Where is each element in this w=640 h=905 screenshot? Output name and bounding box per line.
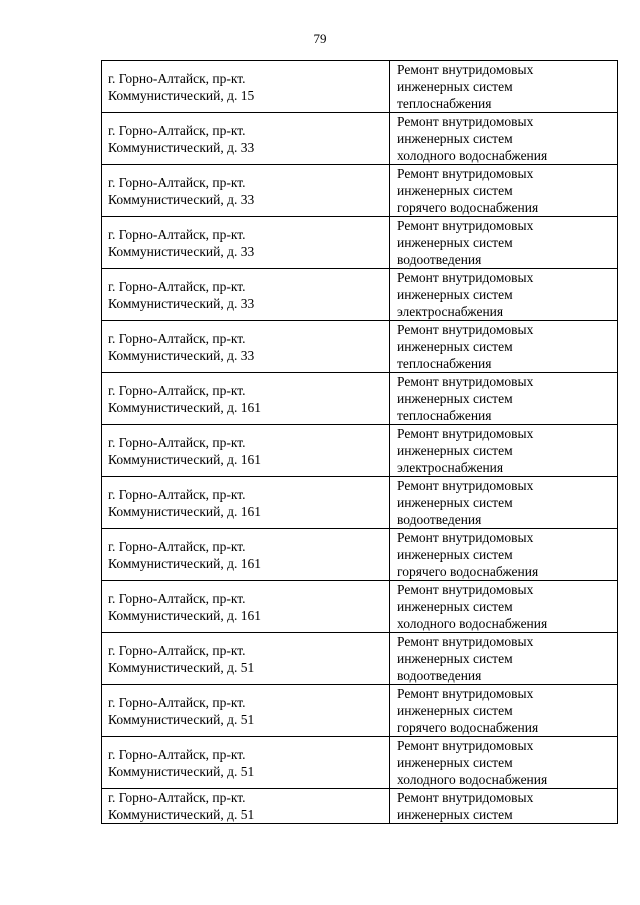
address-cell: [102, 61, 390, 113]
work-type-cell: [390, 633, 618, 685]
address-line: Коммунистический, д. 161: [108, 399, 261, 415]
work-type-line: горячего водоснабжения: [397, 200, 539, 215]
address-line: г. Горно-Алтайск, пр-кт.: [108, 330, 246, 346]
work-type-cell: [390, 61, 618, 113]
table-row: [102, 633, 618, 685]
work-type-cell: [390, 373, 618, 425]
address-cell: [102, 789, 390, 824]
work-type-line: горячего водоснабжения: [397, 564, 539, 579]
table-row: [102, 321, 618, 373]
table-row: [102, 425, 618, 477]
work-type-cell: [390, 425, 618, 477]
work-type-cell: [390, 581, 618, 633]
work-type-line: инженерных систем: [397, 755, 513, 770]
work-type-line: Ремонт внутридомовых: [397, 114, 534, 129]
work-type-line: инженерных систем: [397, 339, 513, 354]
work-type-line: теплоснабжения: [397, 356, 492, 371]
page-number: 79: [313, 31, 327, 46]
address-line: Коммунистический, д. 33: [108, 191, 255, 207]
work-type-line: инженерных систем: [397, 599, 513, 614]
work-type-cell: [390, 685, 618, 737]
table-row: [102, 217, 618, 269]
address-line: г. Горно-Алтайск, пр-кт.: [108, 70, 246, 86]
table-row: [102, 165, 618, 217]
work-type-line: Ремонт внутридомовых: [397, 374, 534, 389]
address-line: Коммунистический, д. 33: [108, 139, 255, 155]
work-type-cell: [390, 789, 618, 824]
work-type-line: Ремонт внутридомовых: [397, 218, 534, 233]
work-type-line: инженерных систем: [397, 495, 513, 510]
address-line: Коммунистический, д. 161: [108, 451, 261, 467]
address-cell: [102, 477, 390, 529]
address-line: Коммунистический, д. 15: [108, 87, 255, 103]
work-type-line: инженерных систем: [397, 651, 513, 666]
work-type-cell: [390, 477, 618, 529]
work-type-line: инженерных систем: [397, 183, 513, 198]
address-line: г. Горно-Алтайск, пр-кт.: [108, 174, 246, 190]
table-row: [102, 61, 618, 113]
work-type-line: водоотведения: [397, 252, 482, 267]
address-line: г. Горно-Алтайск, пр-кт.: [108, 434, 246, 450]
work-type-line: инженерных систем: [397, 131, 513, 146]
table-row: [102, 113, 618, 165]
work-type-cell: [390, 529, 618, 581]
work-type-line: Ремонт внутридомовых: [397, 582, 534, 597]
work-type-line: Ремонт внутридомовых: [397, 686, 534, 701]
work-type-line: Ремонт внутридомовых: [397, 790, 534, 805]
address-line: Коммунистический, д. 161: [108, 607, 261, 623]
table-row: [102, 581, 618, 633]
address-line: г. Горно-Алтайск, пр-кт.: [108, 226, 246, 242]
work-type-line: инженерных систем: [397, 79, 513, 94]
work-type-line: холодного водоснабжения: [397, 148, 548, 163]
work-type-cell: [390, 737, 618, 789]
works-table: [101, 60, 618, 824]
address-cell: [102, 685, 390, 737]
address-line: г. Горно-Алтайск, пр-кт.: [108, 642, 246, 658]
work-type-line: инженерных систем: [397, 235, 513, 250]
table-row: [102, 737, 618, 789]
address-cell: [102, 321, 390, 373]
work-type-line: холодного водоснабжения: [397, 616, 548, 631]
table-row: [102, 529, 618, 581]
work-type-cell: [390, 217, 618, 269]
work-type-line: Ремонт внутридомовых: [397, 478, 534, 493]
table-row: [102, 477, 618, 529]
address-line: Коммунистический, д. 51: [108, 763, 255, 779]
address-cell: [102, 529, 390, 581]
table-row: [102, 685, 618, 737]
address-cell: [102, 737, 390, 789]
address-line: г. Горно-Алтайск, пр-кт.: [108, 746, 246, 762]
address-cell: [102, 165, 390, 217]
address-cell: [102, 269, 390, 321]
address-cell: [102, 217, 390, 269]
work-type-line: Ремонт внутридомовых: [397, 270, 534, 285]
address-line: Коммунистический, д. 51: [108, 711, 255, 727]
work-type-line: Ремонт внутридомовых: [397, 738, 534, 753]
work-type-line: водоотведения: [397, 668, 482, 683]
table-row: [102, 789, 618, 824]
work-type-line: холодного водоснабжения: [397, 772, 548, 787]
address-line: г. Горно-Алтайск, пр-кт.: [108, 538, 246, 554]
work-type-line: теплоснабжения: [397, 96, 492, 111]
address-line: г. Горно-Алтайск, пр-кт.: [108, 382, 246, 398]
address-line: Коммунистический, д. 33: [108, 243, 255, 259]
work-type-cell: [390, 269, 618, 321]
address-line: Коммунистический, д. 51: [108, 807, 255, 822]
work-type-line: Ремонт внутридомовых: [397, 530, 534, 545]
table-body: [102, 61, 618, 824]
work-type-line: Ремонт внутридомовых: [397, 62, 534, 77]
work-type-line: электроснабжения: [397, 304, 504, 319]
work-type-line: Ремонт внутридомовых: [397, 634, 534, 649]
address-cell: [102, 113, 390, 165]
work-type-line: инженерных систем: [397, 703, 513, 718]
work-type-line: водоотведения: [397, 512, 482, 527]
work-type-line: Ремонт внутридомовых: [397, 426, 534, 441]
address-line: г. Горно-Алтайск, пр-кт.: [108, 694, 246, 710]
work-type-line: теплоснабжения: [397, 408, 492, 423]
work-type-cell: [390, 321, 618, 373]
work-type-line: инженерных систем: [397, 807, 513, 822]
work-type-line: инженерных систем: [397, 287, 513, 302]
address-cell: [102, 425, 390, 477]
work-type-line: инженерных систем: [397, 547, 513, 562]
work-type-line: горячего водоснабжения: [397, 720, 539, 735]
work-type-line: электроснабжения: [397, 460, 504, 475]
address-cell: [102, 581, 390, 633]
address-line: Коммунистический, д. 33: [108, 295, 255, 311]
address-line: г. Горно-Алтайск, пр-кт.: [108, 122, 246, 138]
address-line: г. Горно-Алтайск, пр-кт.: [108, 278, 246, 294]
address-cell: [102, 633, 390, 685]
address-line: Коммунистический, д. 161: [108, 555, 261, 571]
work-type-line: Ремонт внутридомовых: [397, 322, 534, 337]
work-type-cell: [390, 113, 618, 165]
address-line: Коммунистический, д. 51: [108, 659, 255, 675]
work-type-line: инженерных систем: [397, 443, 513, 458]
work-type-cell: [390, 165, 618, 217]
table-row: [102, 373, 618, 425]
address-line: Коммунистический, д. 161: [108, 503, 261, 519]
address-line: Коммунистический, д. 33: [108, 347, 255, 363]
address-line: г. Горно-Алтайск, пр-кт.: [108, 790, 246, 805]
table-row: [102, 269, 618, 321]
work-type-line: Ремонт внутридомовых: [397, 166, 534, 181]
address-line: г. Горно-Алтайск, пр-кт.: [108, 590, 246, 606]
work-type-line: инженерных систем: [397, 391, 513, 406]
address-line: г. Горно-Алтайск, пр-кт.: [108, 486, 246, 502]
address-cell: [102, 373, 390, 425]
